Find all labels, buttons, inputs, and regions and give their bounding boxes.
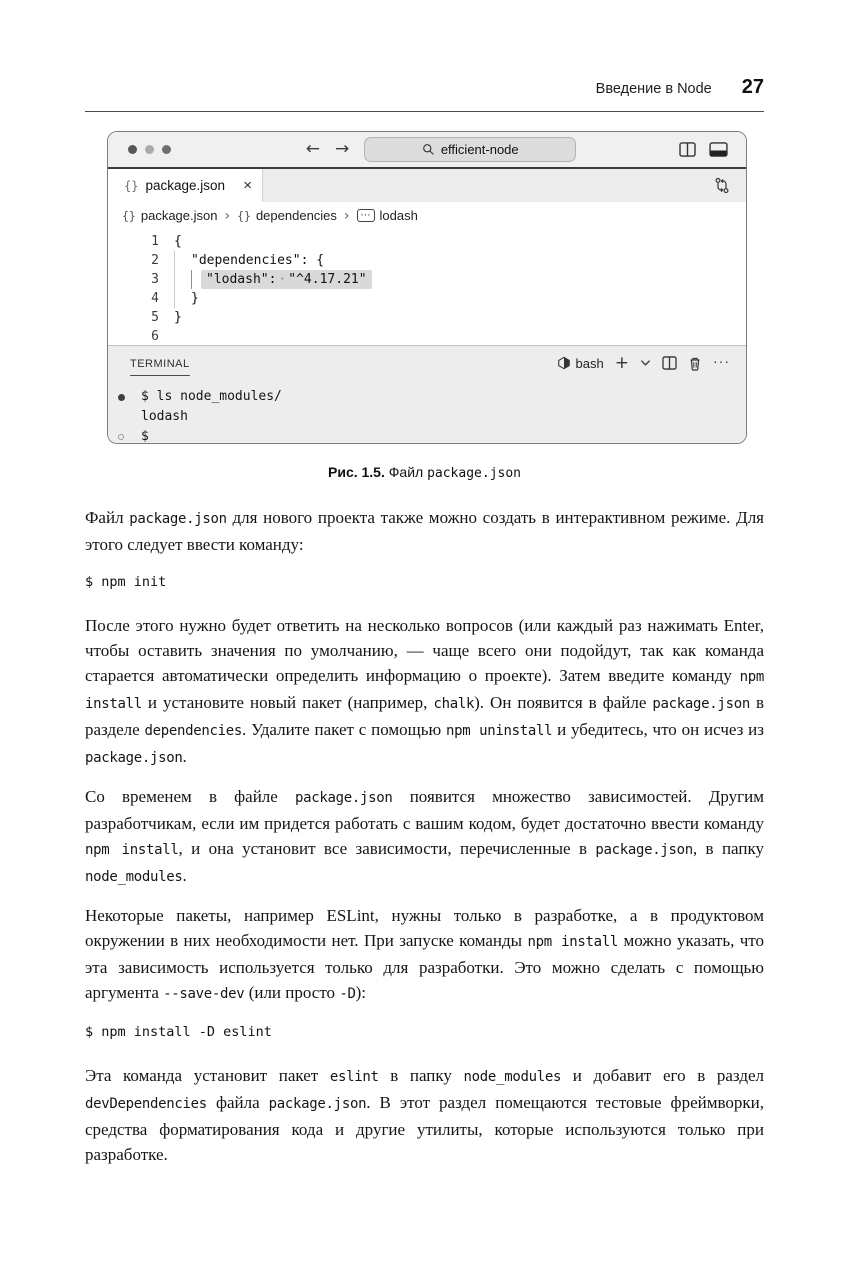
inline-code: package.json xyxy=(595,842,693,858)
more-actions-button[interactable]: ··· xyxy=(713,353,730,369)
close-icon[interactable]: × xyxy=(243,177,252,194)
header-rule xyxy=(85,111,764,112)
whitespace-dot: · xyxy=(278,272,287,287)
new-terminal-button[interactable]: + xyxy=(614,352,629,373)
inline-code: node_modules xyxy=(463,1069,562,1085)
kill-terminal-trash-button[interactable] xyxy=(688,356,702,371)
window-titlebar xyxy=(108,132,746,169)
tab-label: package.json xyxy=(145,178,226,193)
inline-code: --save-dev xyxy=(163,986,245,1002)
text-run: файла xyxy=(206,1093,269,1112)
shell-selector[interactable] xyxy=(557,356,604,371)
code-line xyxy=(108,232,746,251)
tabstrip-actions xyxy=(714,169,746,202)
breadcrumb-item[interactable] xyxy=(357,208,418,223)
text-run: появится множество зависимостей. Другим разработчикам, если им придется работать с вашим кодом, будет достаточно ввести команду xyxy=(85,787,764,833)
inline-code: package.json xyxy=(129,511,227,527)
text-run: . В этот раздел помещаются тестовые фреймворки, средства форматирования кода и другие утилиты, которые используются только при разработке. xyxy=(85,1093,764,1164)
split-terminal-button[interactable] xyxy=(662,356,677,370)
line-number: 1 xyxy=(151,234,159,249)
toggle-panel-icon[interactable] xyxy=(709,142,728,157)
figure xyxy=(107,131,849,444)
code-line xyxy=(108,327,746,346)
text-run: ): xyxy=(355,983,366,1002)
inline-code: npm uninstall xyxy=(446,723,553,739)
filled-dot-icon xyxy=(118,394,125,401)
code-text: } xyxy=(174,310,182,325)
caption-figure-label: Рис. 1.5. xyxy=(328,464,385,480)
paragraph xyxy=(85,903,764,1007)
text-run: , в папку xyxy=(692,839,764,858)
paragraph xyxy=(85,784,764,890)
chapter-title: Введение в Node xyxy=(595,81,712,97)
terminal-header xyxy=(108,346,746,380)
page-header xyxy=(85,76,764,99)
tab-strip xyxy=(108,169,746,202)
text-run: . xyxy=(182,747,187,766)
breadcrumb-label: package.json xyxy=(140,208,218,223)
shell-code-block: $ npm init xyxy=(85,574,167,590)
text-run: Некоторые пакеты, например ESLint, нужны только в разработке, а в продуктовом окружении в них необходимости нет. При запуске команды xyxy=(85,906,764,950)
split-editor-icon[interactable] xyxy=(679,142,696,157)
terminal-output xyxy=(108,380,746,444)
line-content xyxy=(174,251,324,270)
editor[interactable] xyxy=(108,229,746,345)
terminal-text: lodash xyxy=(141,409,188,424)
text-run: После этого нужно будет ответить на несколько вопросов (или каждый раз нажимать Enter, чтобы оставить значения по умолчанию, — чаще всего они подойдут, так как команда старается автоматически определить информацию о проекте). Затем введите команду xyxy=(85,616,764,685)
line-content xyxy=(174,232,182,251)
inline-code: package.json xyxy=(294,790,393,806)
paragraph xyxy=(85,613,764,771)
line-number: 6 xyxy=(151,329,159,344)
page-number: 27 xyxy=(741,76,764,98)
line-number: 4 xyxy=(151,291,159,306)
breadcrumb xyxy=(108,202,746,229)
shell-code-block: $ npm install -D eslint xyxy=(85,1024,272,1040)
chevron-down-icon[interactable] xyxy=(640,359,651,367)
open-dot-icon xyxy=(118,434,124,440)
titlebar-icons xyxy=(644,142,728,157)
terminal-text: $ xyxy=(141,429,149,444)
chevron-right-icon: › xyxy=(224,207,231,224)
code-text: } xyxy=(191,291,199,306)
indent-guide xyxy=(174,289,191,308)
braces-icon: {} xyxy=(237,208,251,223)
paragraph xyxy=(85,1063,764,1167)
caption-text: Файл xyxy=(384,464,428,480)
indent-guide xyxy=(174,270,191,289)
code-line xyxy=(108,251,746,270)
text-run: . xyxy=(182,866,187,885)
line-content xyxy=(174,308,182,327)
text-run: Эта команда установит пакет xyxy=(85,1066,330,1085)
code-line xyxy=(108,308,746,327)
line-number: 5 xyxy=(151,310,159,325)
window-close-button[interactable] xyxy=(128,145,137,154)
search-box[interactable] xyxy=(364,137,576,162)
inline-code: devDependencies xyxy=(85,1096,207,1112)
back-arrow-icon[interactable]: ← xyxy=(305,139,320,159)
code-line xyxy=(108,270,746,289)
text-run: . Удалите пакет с помощью xyxy=(242,720,447,739)
terminal-line xyxy=(118,387,746,407)
compare-changes-icon[interactable] xyxy=(714,177,730,194)
vscode-window-screenshot xyxy=(107,131,747,444)
tab-package-json[interactable] xyxy=(108,169,263,202)
text-run: в папку xyxy=(378,1066,464,1085)
code-value: "^4.17.21" xyxy=(288,272,367,287)
text-run: и добавит его в раздел xyxy=(561,1066,764,1085)
terminal-tab[interactable]: TERMINAL xyxy=(130,358,190,376)
figure-caption xyxy=(0,464,849,481)
code-line xyxy=(108,289,746,308)
breadcrumb-label: lodash xyxy=(379,208,418,223)
inline-code: eslint xyxy=(329,1069,379,1085)
inline-code: dependencies xyxy=(144,723,243,739)
text-run: можно указать, что эта зависимость используется только для разработки. Это можно сделать с помощью аргумента xyxy=(85,931,765,1002)
line-number: 2 xyxy=(151,253,159,268)
code-key: "lodash": xyxy=(206,272,277,287)
text-run: и убедитесь, что он исчез из xyxy=(552,720,764,739)
highlighted-code xyxy=(201,270,372,289)
braces-icon: {} xyxy=(122,208,136,223)
window-maximize-button[interactable] xyxy=(162,145,171,154)
search-text: efficient-node xyxy=(440,142,519,157)
text-run: для нового проекта также можно создать в интерактивном режиме. Для этого следует ввести команду: xyxy=(85,508,765,554)
inline-code: package.json xyxy=(268,1096,367,1112)
inline-code: node_modules xyxy=(85,869,183,885)
terminal-text: $ ls node_modules/ xyxy=(141,389,282,404)
text-run: Со временем в файле xyxy=(85,787,295,806)
inline-code: npm install xyxy=(527,934,619,950)
line-content xyxy=(174,289,199,308)
search-icon xyxy=(422,143,435,156)
chevron-right-icon: › xyxy=(343,207,350,224)
line-content xyxy=(174,270,372,289)
text-run: Файл xyxy=(85,508,130,527)
terminal-panel xyxy=(108,346,746,443)
shell-label: bash xyxy=(575,355,604,371)
inline-code: chalk xyxy=(433,696,475,712)
text-run: ). Он появится в файле xyxy=(474,693,653,712)
inline-code: package.json xyxy=(85,750,183,766)
terminal-line xyxy=(118,407,746,427)
paragraph xyxy=(85,505,764,557)
text-run: в разделе xyxy=(85,693,764,739)
inline-code: npm install xyxy=(85,842,179,858)
breadcrumb-item[interactable] xyxy=(237,208,337,223)
caption-code: package.json xyxy=(427,466,521,481)
inline-code: package.json xyxy=(652,696,750,712)
text-run: (или просто xyxy=(244,983,340,1002)
text-run: , и она установит все зависимости, перечисленные в xyxy=(178,839,596,858)
code-text: "dependencies": { xyxy=(191,253,325,268)
terminal-line xyxy=(118,427,746,444)
command-decoration xyxy=(118,434,134,440)
string-symbol-icon: ⋯ xyxy=(357,209,375,222)
window-minimize-button[interactable] xyxy=(145,145,154,154)
braces-icon: {} xyxy=(124,178,139,193)
inline-code: npm install xyxy=(85,669,764,712)
window-controls xyxy=(128,145,238,154)
breadcrumb-item[interactable] xyxy=(122,208,217,223)
forward-arrow-icon[interactable]: → xyxy=(335,139,350,159)
body-content xyxy=(85,505,764,1167)
text-run: и установите новый пакет (например, xyxy=(141,693,434,712)
bash-shell-icon xyxy=(557,356,571,370)
inline-code: -D xyxy=(339,986,356,1002)
terminal-actions xyxy=(557,352,730,373)
indent-guide xyxy=(174,251,191,270)
titlebar-nav xyxy=(238,137,644,162)
line-number: 3 xyxy=(151,272,159,287)
command-decoration xyxy=(118,394,134,401)
breadcrumb-label: dependencies xyxy=(255,208,337,223)
code-text: { xyxy=(174,234,182,249)
